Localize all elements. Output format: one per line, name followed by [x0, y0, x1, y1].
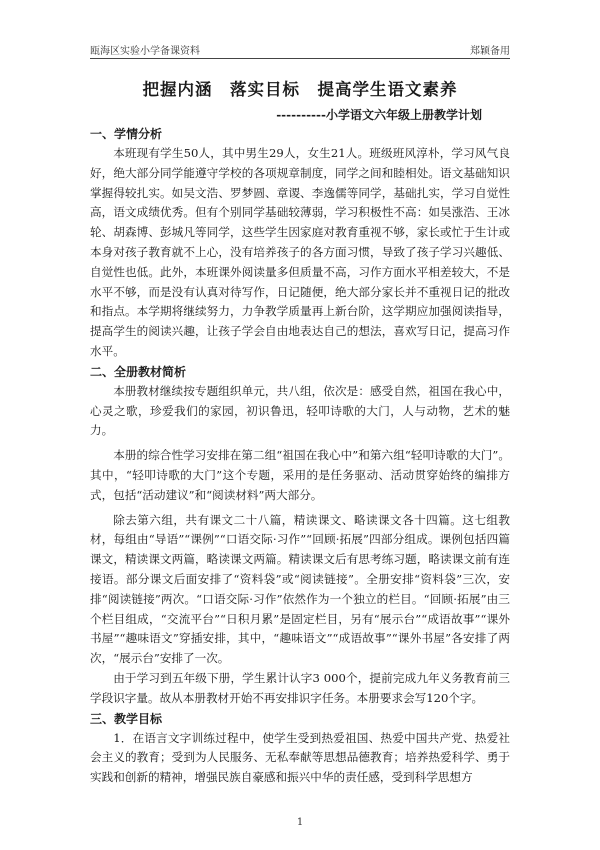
document-title: 把握内涵 落实目标 提高学生语文素养 — [142, 80, 458, 99]
header-right-text: 郑颖备用 — [470, 46, 510, 57]
paragraph: 本册的综合性学习安排在第二组“祖国在我心中”和第六组“轻叩诗歌的大门”。其中，“轻叩诗歌的大门”这个专题，采用的是任务驱动、活动贯穿始终的编排方式，包括“活动建议”和“阅读材料”两大部分。 — [90, 448, 510, 502]
paragraph: 本册教材继续按专题组织单元，共八组，依次是：感受自然，祖国在我心中，心灵之歌，珍爱我们的家园，初识鲁迅，轻叩诗歌的大门，人与动物，艺术的魅力。 — [90, 383, 510, 438]
section-heading-teaching-goals: 三、教学目标 — [90, 711, 163, 726]
document-subtitle: ----------小学语文六年级上册教学计划 — [276, 108, 482, 122]
paragraph: 1．在语言文字训练过程中，使学生受到热爱祖国、热爱中国共产党、热爱社会主义的教育；受到为人民服务、无私奉献等思想品德教育；培养热爱科学、勇于实践和创新的精神，增强民族自豪感和振兴中华的责任感，受到科学思想方 — [90, 730, 510, 785]
paragraph: 除去第六组，共有课文二十八篇，精读课文、略读课文各十四篇。这七组教材，每组由“导语”“课例”“口语交际·习作”“回顾·拓展”四部分组成。课例包括四篇课文，精读课文两篇，略读课文两篇。精读课文后有思考练习题，略读课文前有连接语。部分课文后面安排了“资料袋”或“阅读链接”。全册安排“资料袋”三次，安排“阅读链接”两次。“口语交际·习作”依然作为一个独立的栏目。“回顾·拓展”由三个栏目组成，“交流平台”“日积月累”是固定栏目，另有“展示台”“成语故事”“课外书屋”“趣味语文”穿插安排，其中，“趣味语文”“成语故事”“课外书屋”各安排了两次，“展示台”安排了一次。 — [90, 512, 510, 666]
section-heading-learning-analysis: 一、学情分析 — [90, 127, 163, 141]
document-body — [90, 124, 510, 788]
header-left-text: 瓯海区实验小学备课资料 — [90, 46, 200, 57]
page-number: 1 — [296, 817, 304, 828]
paragraph: 本班现有学生50人，其中男生29人，女生21人。班级班风淳朴，学习风气良好，绝大部分同学能遵守学校的各项规章制度，同学之间和睦相处。语文基础知识掌握得较扎实。如吴文浩、罗梦圆、章谡、李逸儒等同学，基础扎实，学习自觉性高，语文成绩优秀。但有个别同学基础较薄弱，学习积极性不高：如吴涨浩、王冰轮、胡森博、彭城凡等同学，这些学生因家庭对教育重视不够，家长或忙于生计或本身对孩子教育就不上心，没有培养孩子的各方面习惯，导致了孩子学习兴趣低、自觉性也低。此外，本班课外阅读量多但质量不高，习作方面水平相差较大，不是水平不够，而是没有认真对待写作，日记随便，绝大部分家长并不重视日记的批改和指点。本学期将继续努力，力争教学质量再上新台阶，这学期应加强阅读指导，提高学生的阅读兴趣，让孩子学会自由地表达自己的想法，喜欢写日记，提高习作水平。 — [90, 146, 510, 358]
paragraph: 由于学习到五年级下册，学生累计认字3 000个，提前完成九年义务教育前三学段识字量。故从本册教材开始不再安排识字任务。本册要求会写120个字。 — [90, 670, 510, 705]
page-header — [90, 38, 510, 59]
section-heading-textbook-analysis: 二、全册教材简析 — [90, 364, 187, 379]
